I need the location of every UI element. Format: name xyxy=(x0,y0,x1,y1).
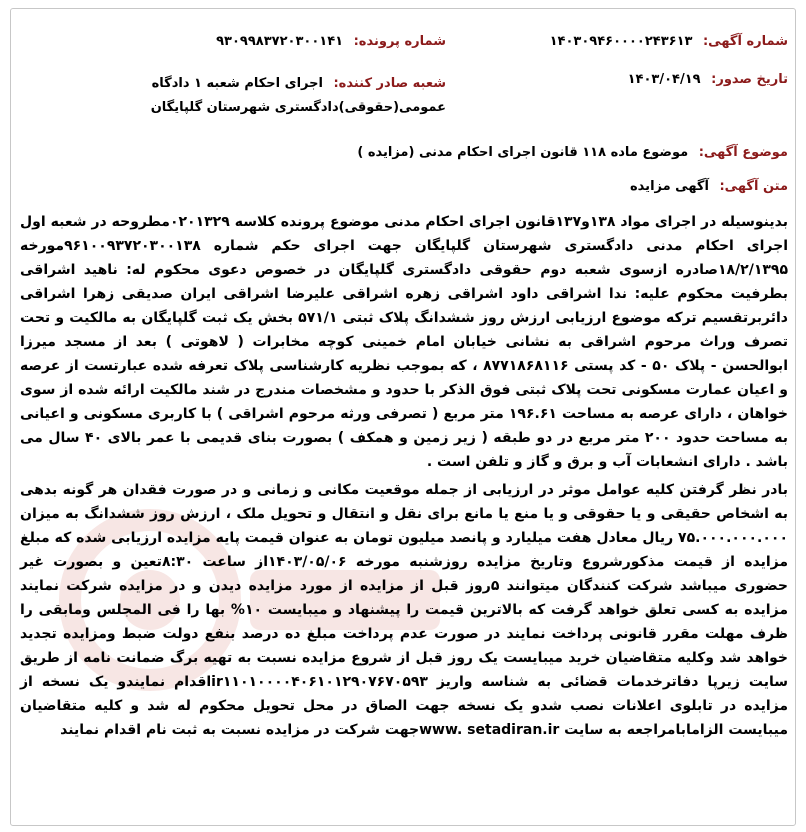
ad-paragraph-1: بدینوسیله در اجرای مواد ۱۳۸و۱۳۷قانون اجرای احکام مدنی موضوع پرونده کلاسه ۰۲۰۱۳۲۹مطروحه در شعبه اول اجرای احکام مدنی دادگستری شهرستان گلپایگان جهت اجرای حکم شماره ۹۶۱۰۰۹۳۷۲۰۳۰۰۱۳۸مورخه ۱۸/۲/۱۳۹۵صادره ازسوی شعبه دوم حقوقی دادگستری گلپایگان در خصوص دعوی محکوم له: ناهید اشراقی بطرفیت محکوم علیه: ندا اشراقی داود اشراقی زهره اشراقی علیرضا اشراقی ایران صدیقی زهرا اشراقی دائربرتقسیم ترکه موضوع ارزیابی ارزش روز ششدانگ پلاک ثبتی ۵۷۱/۱ بخش یک ثبت گلپایگان به مالکیت و تحت تصرف وراث مرحوم اشراقی به نشانی خیابان امام خمینی کوچه مخابرات ( لاهوتی ) بعد از مسجد میرزا ابوالحسن - پلاک ۵۰ - کد پستی ۸۷۷۱۸۶۸۱۱۶ ، که بموجب نظریه کارشناسی پلاک تعرفه شده عبارتست از عرصه و اعیان عمارت مسکونی تحت پلاک ثبتی فوق الذکر با حدود و مشخصات مندرج در شند مالکیت ارائه شده از سوی خواهان ، دارای عرصه به مساحت ۱۹۶.۶۱ متر مربع ( تصرفی ورثه مرحوم اشراقی ) با کاربری مسکونی و اعیانی به مساحت حدود ۲۰۰ متر مربع در دو طبقه ( زیر زمین و همکف ) بصورت بنای قدیمی با عمر بالای ۴۰ سال می باشد . دارای انشعابات آب و برق و گاز و تلفن است . xyxy=(20,214,788,470)
branch-label: شعبه صادر کننده: xyxy=(333,76,446,91)
subject-label: موضوع آگهی: xyxy=(698,145,788,160)
ad-text-row xyxy=(630,179,788,194)
file-number-row xyxy=(216,34,446,49)
ad-text-title: آگهی مزایده xyxy=(630,179,709,194)
branch-value: اجرای احکام شعبه ۱ دادگاه عمومی(حقوقی)دادگستری شهرستان گلپایگان xyxy=(150,76,446,115)
ad-number-row xyxy=(550,34,788,49)
subject-value: موضوع ماده ۱۱۸ قانون اجرای احکام مدنی (مزایده ) xyxy=(357,145,689,160)
file-number-label: شماره پرونده: xyxy=(353,34,446,49)
ad-text-label: متن آگهی: xyxy=(719,179,788,194)
file-number-value: ۹۳۰۹۹۸۳۷۲۰۳۰۰۱۴۱ xyxy=(216,34,344,49)
issue-date-label: تاریخ صدور: xyxy=(711,72,788,87)
ad-number-label: شماره آگهی: xyxy=(702,34,788,49)
branch-row xyxy=(116,72,446,120)
issue-date-row xyxy=(628,72,788,87)
ad-number-value: ۱۴۰۳۰۹۴۶۰۰۰۰۲۴۳۶۱۳ xyxy=(549,34,693,49)
ad-paragraph-2: بادر نظر گرفتن کلیه عوامل موثر در ارزیابی از جمله موقعیت مکانی و زمانی و در صورت فقدان هر گونه بدهی به اشخاص حقیقی و یا حقوقی و یا منع یا مانع برای نقل و انتقال و تحویل ملک ، ارزش روز ششدانگ به میزان ۷۵.۰۰۰.۰۰۰.۰۰۰ ریال معادل هفت میلیارد و پانصد میلیون تومان به عنوان قیمت پایه مزایده ارزیابی شده که مبلغ مزایده از قیمت مذکورشروع وتاریخ مزایده روزشنبه مورخه ۱۴۰۳/۰۵/۰۶از ساعت ۸:۳۰تعین و بصورت غیر حضوری میباشد شرکت کنندگان میتوانند ۵روز قبل از مزایده از مورد مزایده دیدن و در مزایده شرکت نمایند مزایده به کسی تعلق خواهد گرفت که بالاترین قیمت را پیشنهاد و میبایست ۱۰% بها را فی المجلس ومابقی را ظرف مهلت مقرر قانونی پرداخت نمایند در صورت عدم پرداخت مبلغ ده درصد بنفع دولت ضبط ومزایده تجدید خواهد شد وکلیه متقاضیان خرید میبایست یک روز قبل از شروع مزایده نسبت به تهیه برگ ضمانت نامه از طریق سایت زیرپا دفاترخدمات قضائی به شناسه واریز ir۱۱۰۱۰۰۰۰۴۰۶۱۰۱۲۹۰۷۶۷۰۵۹۳اقدام نمایندو یک نسخه از مزایده در تابلوی اعلانات نصب شدو یک نسخه جهت الصاق در محل تحویل محکوم له شد و کلیه متقاضیان میبایست الزامابامراجعه به سایت www. setadiran.irجهت شرکت در مزایده نسبت به ثبت نام اقدام نمایند xyxy=(20,482,789,738)
issue-date-value: ۱۴۰۳/۰۴/۱۹ xyxy=(627,72,701,87)
subject-row xyxy=(357,145,788,160)
